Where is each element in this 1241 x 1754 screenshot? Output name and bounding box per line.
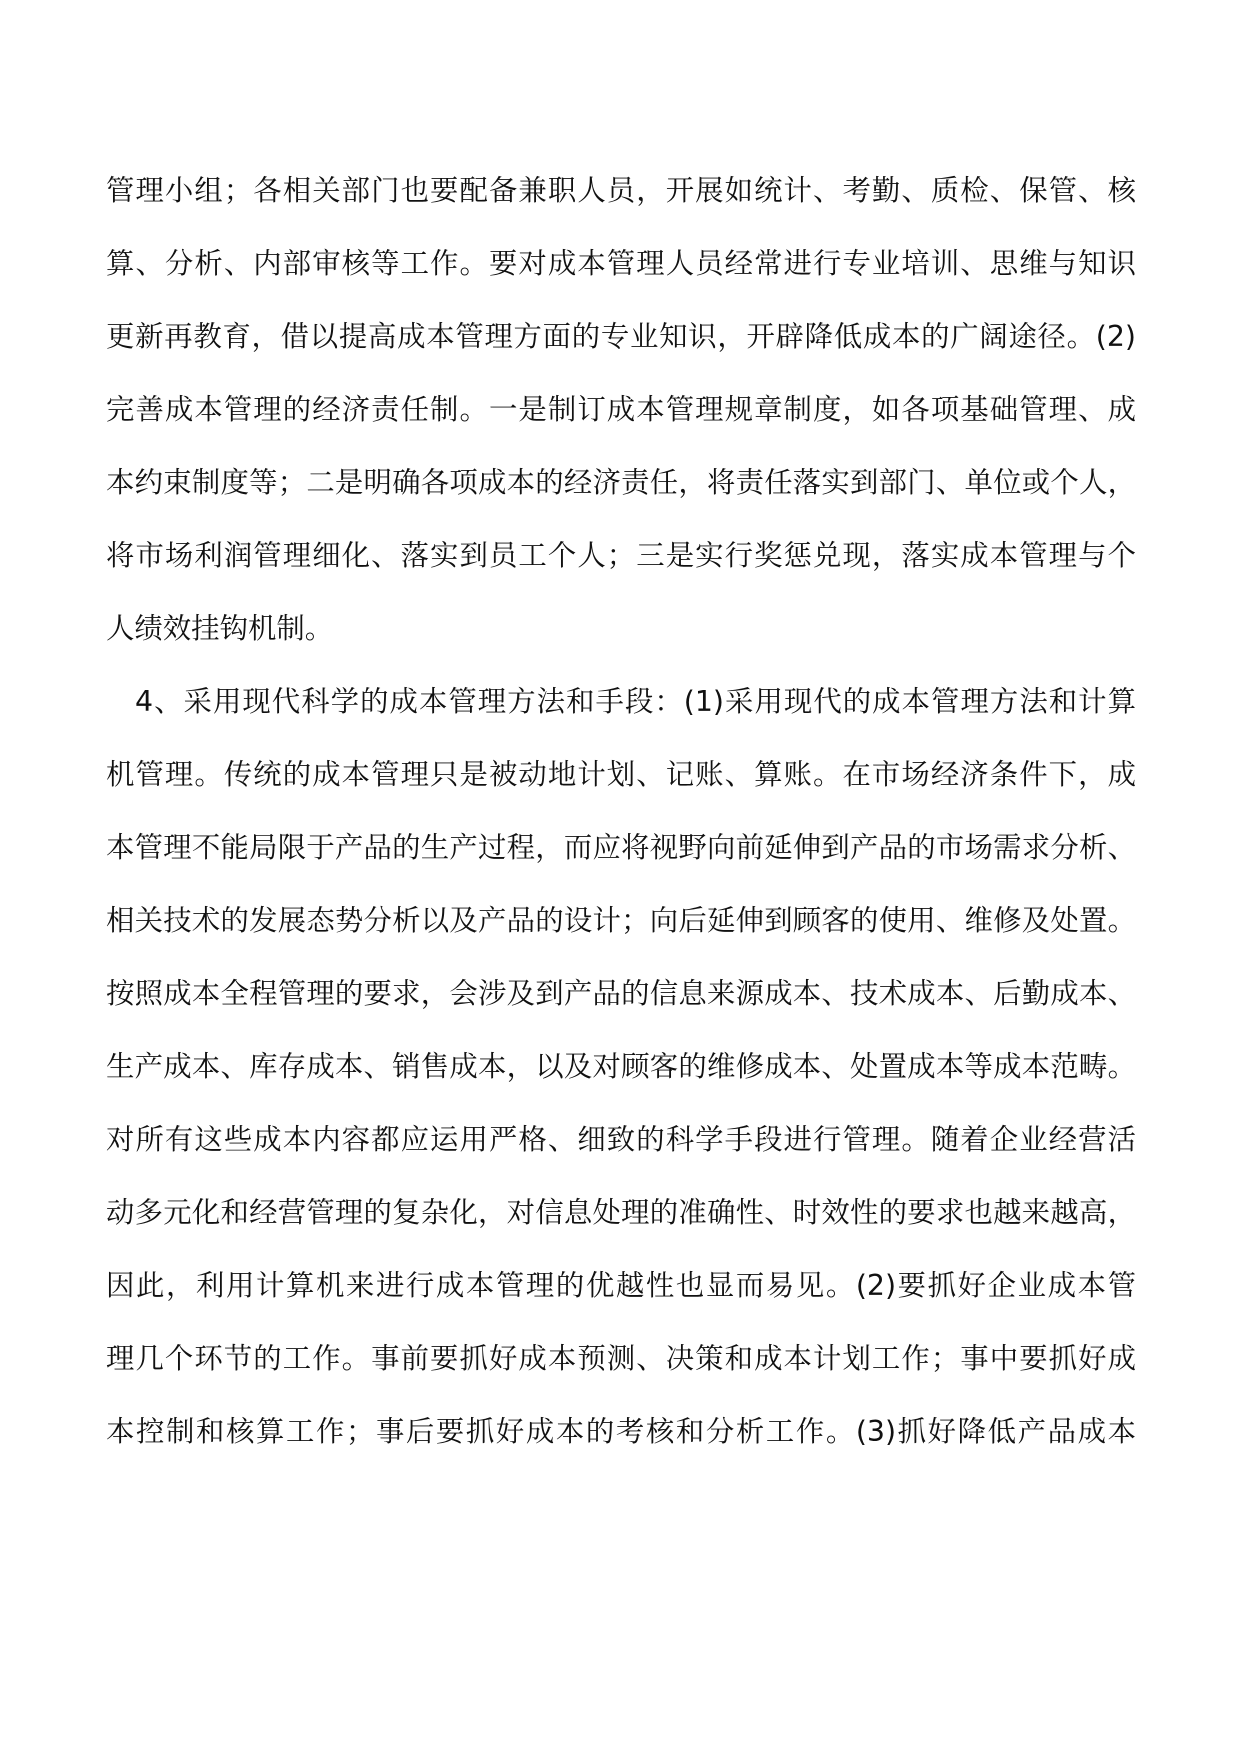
body-text-line: 本约束制度等；二是明确各项成本的经济责任，将责任落实到部门、单位或个人， bbox=[106, 466, 1136, 499]
body-text-line: 本控制和核算工作；事后要抓好成本的考核和分析工作。(3)抓好降低产品成本 bbox=[106, 1415, 1136, 1448]
body-text-line: 生产成本、库存成本、销售成本，以及对顾客的维修成本、处置成本等成本范畴。 bbox=[106, 1050, 1136, 1083]
body-text-line: 理几个环节的工作。事前要抓好成本预测、决策和成本计划工作；事中要抓好成 bbox=[106, 1342, 1136, 1375]
body-text-line: 对所有这些成本内容都应运用严格、细致的科学手段进行管理。随着企业经营活 bbox=[106, 1123, 1136, 1156]
body-text-line: 将市场利润管理细化、落实到员工个人；三是实行奖惩兑现，落实成本管理与个 bbox=[106, 539, 1136, 572]
body-text-line: 按照成本全程管理的要求，会涉及到产品的信息来源成本、技术成本、后勤成本、 bbox=[106, 977, 1136, 1010]
paragraph-first-line: 4、采用现代科学的成本管理方法和手段：(1)采用现代的成本管理方法和计算 bbox=[135, 685, 1136, 718]
body-text-line: 完善成本管理的经济责任制。一是制订成本管理规章制度，如各项基础管理、成 bbox=[106, 393, 1136, 426]
body-text-line: 机管理。传统的成本管理只是被动地计划、记账、算账。在市场经济条件下，成 bbox=[106, 758, 1136, 791]
body-text-line: 人绩效挂钩机制。 bbox=[106, 612, 334, 645]
body-text-line: 算、分析、内部审核等工作。要对成本管理人员经常进行专业培训、思维与知识 bbox=[106, 247, 1136, 280]
body-text-line: 更新再教育，借以提高成本管理方面的专业知识，开辟降低成本的广阔途径。(2) bbox=[106, 320, 1136, 353]
body-text-line: 相关技术的发展态势分析以及产品的设计；向后延伸到顾客的使用、维修及处置。 bbox=[106, 904, 1136, 937]
body-text-line: 管理小组；各相关部门也要配备兼职人员，开展如统计、考勤、质检、保管、核 bbox=[106, 174, 1136, 207]
body-text-line: 本管理不能局限于产品的生产过程，而应将视野向前延伸到产品的市场需求分析、 bbox=[106, 831, 1136, 864]
body-text-line: 因此，利用计算机来进行成本管理的优越性也显而易见。(2)要抓好企业成本管 bbox=[106, 1269, 1136, 1302]
body-text-line: 动多元化和经营管理的复杂化，对信息处理的准确性、时效性的要求也越来越高， bbox=[106, 1196, 1136, 1229]
